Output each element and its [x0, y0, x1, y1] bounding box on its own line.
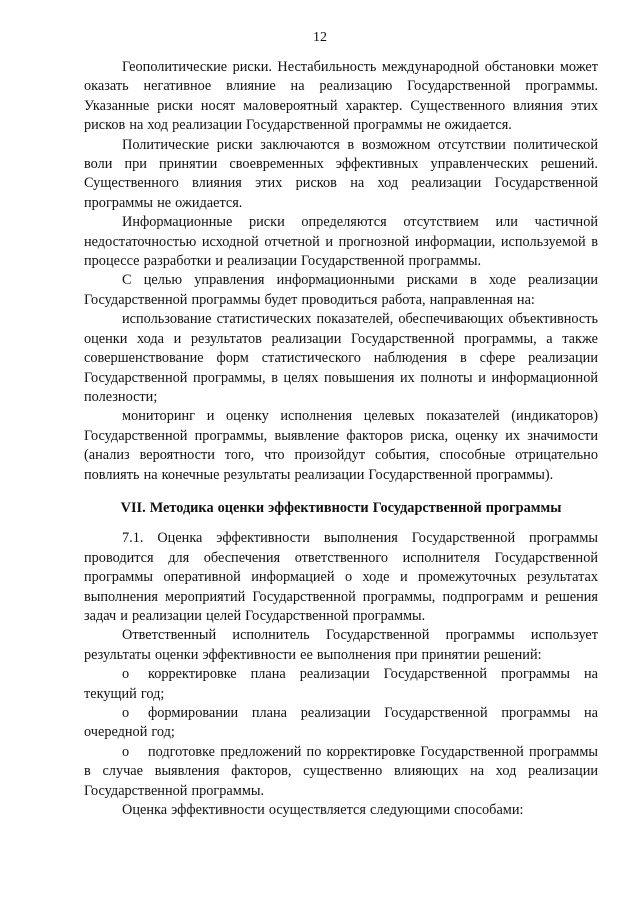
page-number: 12	[313, 30, 327, 45]
paragraph-statistics-usage: использование статистических показателей, обеспечивающих объективность оценки хода и результатов реализации Государственной программы, а также совершенствование форм статистического наблюдения в сфере реализации Государственной программы, в целях повышения их полноты и информационной полезности;	[84, 311, 598, 405]
list-item-text: корректировке плана реализации Государственной программы на текущий год;	[84, 666, 598, 702]
bullet-marker: o	[122, 666, 130, 683]
bullet-marker: o	[122, 705, 130, 721]
bullet-marker: o	[122, 743, 130, 760]
list-item-text: формировании плана реализации Государственной программы на очередной год;	[84, 705, 598, 741]
list-item	[84, 743, 598, 801]
document-body	[84, 58, 598, 820]
list-item	[84, 665, 598, 704]
list-item	[84, 704, 598, 743]
paragraph-evaluation-purpose: 7.1. Оценка эффективности выполнения Государственной программы проводится для обеспечения ответственного исполнителя Государственной программы оперативной информацией о ходе и промежуточных результатах выполнения мероприятий Государственной программы, подпрограмм и решения задач и реализации целей Государственной программы.	[84, 530, 598, 624]
paragraph-information-risks: Информационные риски определяются отсутствием или частичной недостаточностью исходной отчетной и прогнозной информации, используемой в процессе разработки и реализации Государственной программы.	[84, 214, 598, 270]
paragraph-risk-management: С целью управления информационными рисками в ходе реализации Государственной программы будет проводиться работа, направленная на:	[84, 272, 598, 308]
list-item-text: подготовке предложений по корректировке Государственной программы в случае выявления факторов, существенно влияющих на ход реализации Государственной программы.	[84, 743, 598, 799]
paragraph-geopolitical-risks: Геополитические риски. Нестабильность международной обстановки может оказать негативное влияние на реализацию Государственной программы. Указанные риски носят маловероятный характер. Существенного влияния этих рисков на ход реализации Государственной программы не ожидается.	[84, 59, 598, 134]
paragraph-evaluation-usage: Ответственный исполнитель Государственной программы использует результаты оценки эффективности ее выполнения при принятии решений:	[84, 627, 598, 663]
section-title: VII. Методика оценки эффективности Государственной программы	[120, 499, 562, 516]
paragraph-political-risks: Политические риски заключаются в возможном отсутствии политической воли при принятии своевременных эффективных управленческих решений. Существенного влияния этих рисков на ход реализации Государственной программы не ожидается.	[84, 136, 598, 211]
paragraph-monitoring: мониторинг и оценку исполнения целевых показателей (индикаторов) Государственной программы, выявление факторов риска, оценку их значимости (анализ вероятности того, что произойдут события, способные отрицательно повлиять на конечные результаты реализации Государственной программы).	[84, 408, 598, 483]
paragraph-evaluation-methods: Оценка эффективности осуществляется следующими способами:	[122, 802, 524, 819]
